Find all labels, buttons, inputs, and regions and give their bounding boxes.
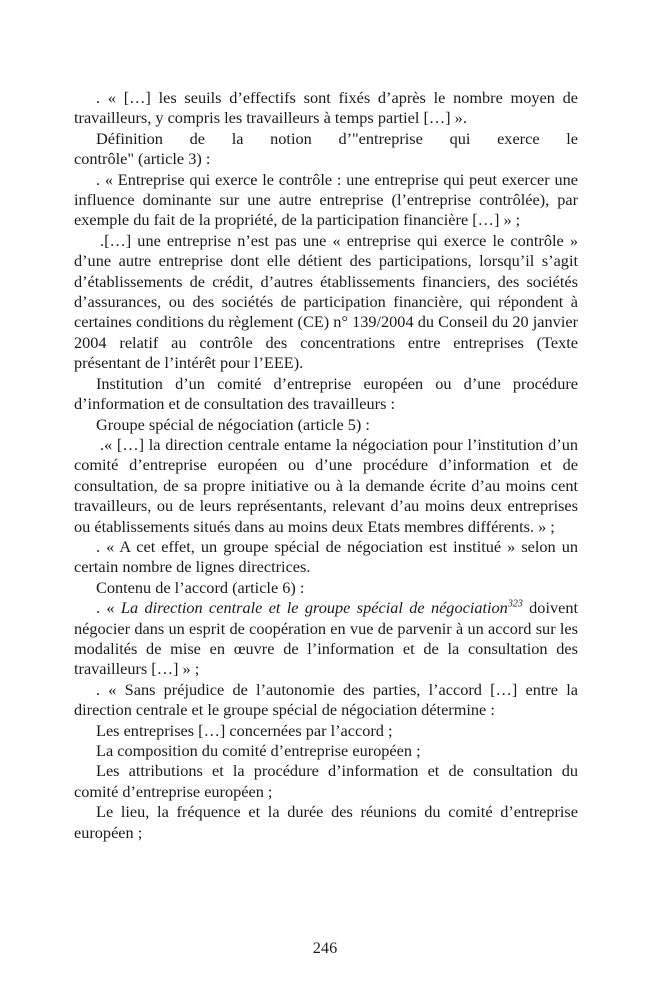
list-item-meetings: Le lieu, la fréquence et la durée des réunions du comité d’entreprise européen ; — [74, 802, 578, 842]
heading-definition-line1: Définition de la notion d’"entreprise qui exerce le — [96, 128, 578, 148]
heading-agreement-content: Contenu de l’accord (article 6) : — [96, 577, 305, 597]
list-item-composition: La composition du comité d’entreprise européen ; — [96, 741, 421, 760]
page-number: 246 — [312, 938, 338, 957]
paragraph-cooperation-italic: La direction centrale et le groupe spécial de négociation — [120, 598, 508, 618]
heading-special-negotiating-body: Groupe spécial de négociation (article 5) : — [96, 414, 370, 434]
paragraph-cooperation-prefix: . « — [96, 598, 121, 618]
paragraph-cooperation — [74, 598, 578, 680]
page-body — [74, 88, 578, 843]
paragraph-thresholds: . « […] les seuils d’effectifs sont fixés d’après le nombre moyen de travailleurs, y compris les travailleurs à temps partiel […] ». — [74, 88, 578, 128]
paragraph-controlling-undertaking: . « Entreprise qui exerce le contrôle : une entreprise qui peut exercer une influence dominante sur une autre entreprise (l’entreprise contrôlée), par exemple du fait de la propriété, de la participation financière […] » ; — [74, 169, 578, 230]
list-item-attributions: Les attributions et la procédure d’information et de consultation du comité d’entreprise européen ; — [74, 761, 578, 801]
heading-definition-line2: contrôle" (article 3) : — [74, 149, 211, 169]
heading-institution: Institution d’un comité d’entreprise européen ou d’une procédure d’information et de consultation des travailleurs : — [74, 373, 578, 414]
list-item-undertakings: Les entreprises […] concernées par l’accord ; — [96, 720, 393, 740]
paragraph-exception: .[…] une entreprise n’est pas une « entreprise qui exerce le contrôle » d’une autre entreprise dont elle détient des participations, lorsqu’il s’agit d’établissements de crédit, d’autres établissements financiers, des sociétés d’assurances, ou des sociétés de participation financière, qui répondent à certaines conditions du règlement (CE) n° 139/2004 du Conseil du 20 janvier 2004 relatif au contrôle des concentrations entre entreprises (Texte présentant de l’intérêt pour l’EEE). — [74, 230, 578, 373]
paragraph-negotiation: .« […] la direction centrale entame la négociation pour l’institution d’un comité d’entreprise européen ou d’une procédure d’information et de consultation, de sa propre initiative ou à la demande écrite d’au moins cent travailleurs, ou de leurs représentants, relevant d’au moins deux entreprises ou établissements situés dans au moins deux Etats membres différents. » ; — [74, 434, 578, 536]
paragraph-cooperation-rest: doivent négocier dans un esprit de coopération en vue de parvenir à un accord sur les modalités de mise en œuvre de l’information et de la consultation des travailleurs […] » ; — [74, 598, 578, 679]
paragraph-special-body-established: . « A cet effet, un groupe spécial de négociation est institué » selon un certain nombre de lignes directrices. — [74, 536, 578, 577]
paragraph-agreement-determines: . « Sans préjudice de l’autonomie des parties, l’accord […] entre la direction centrale et le groupe spécial de négociation détermine : — [74, 679, 578, 720]
footnote-marker: 323 — [507, 598, 523, 610]
